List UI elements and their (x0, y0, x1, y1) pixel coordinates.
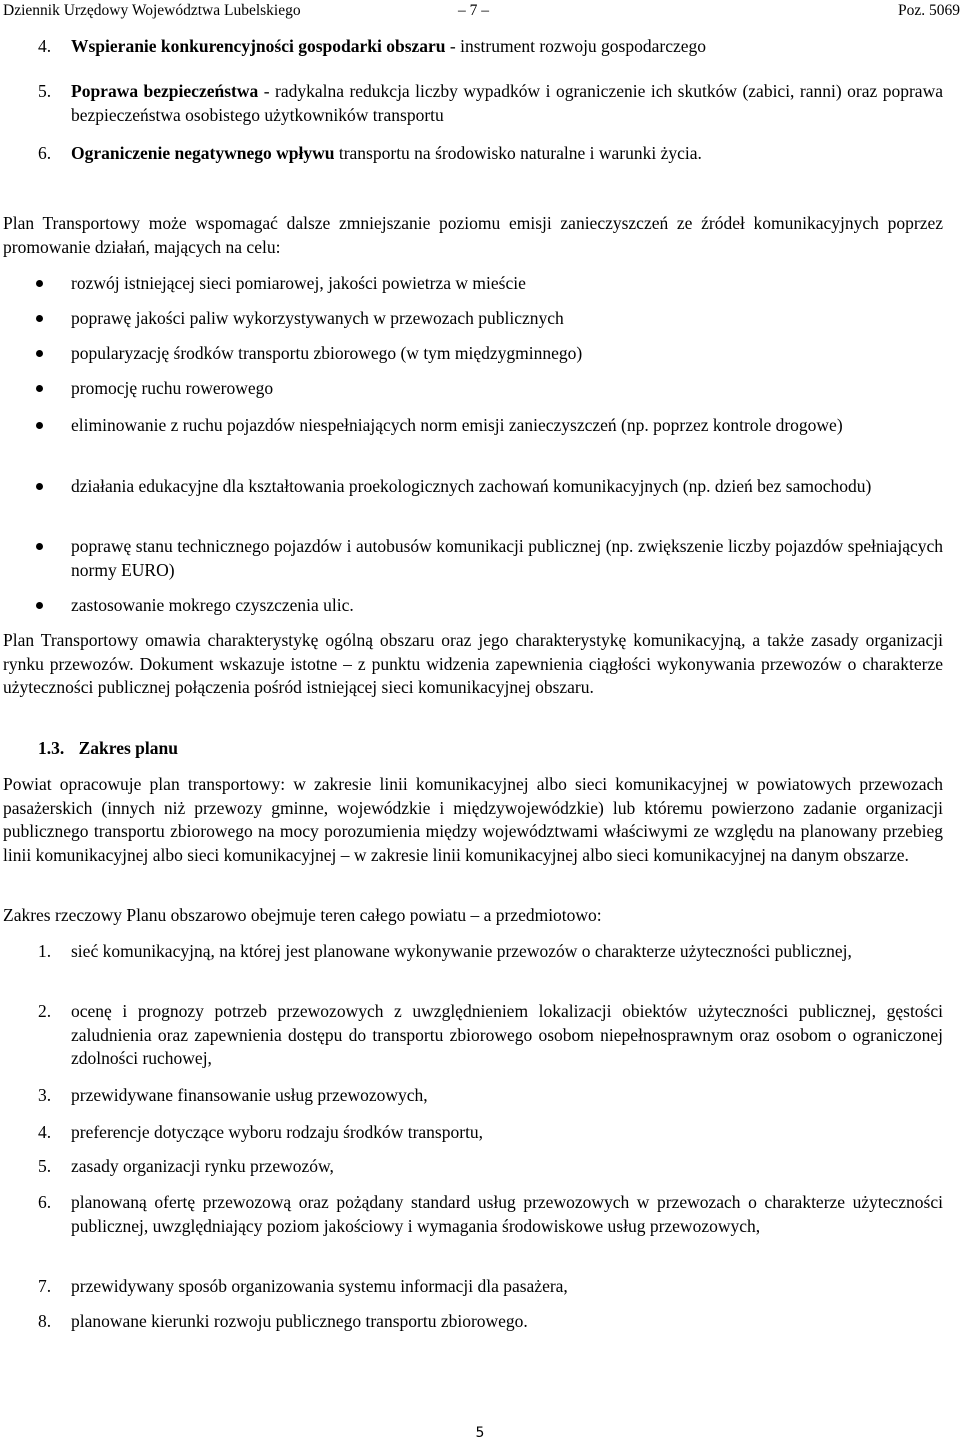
paragraph-subject-scope: Zakres rzeczowy Planu obszarowo obejmuje teren całego powiatu – a przedmiotowo: (3, 905, 602, 925)
measure-text: popularyzację środków transportu zbiorowego (w tym międzygminnego) (71, 343, 583, 363)
scope-text: sieć komunikacyjną, na której jest planowane wykonywanie przewozów o charakterze użyteczności publicznej, (71, 941, 852, 961)
measure-text: rozwój istniejącej sieci pomiarowej, jakości powietrza w mieście (71, 273, 526, 293)
bullet-icon (36, 280, 43, 287)
measure-text: eliminowanie z ruchu pojazdów niespełniających norm emisji zanieczyszczeń (np. poprzez kontrole drogowe) (71, 415, 843, 435)
position-number: Poz. 5069 (898, 2, 960, 19)
goal-number: 4. (38, 36, 52, 56)
page-marker: – 7 – (458, 2, 489, 19)
scope-number: 3. (38, 1085, 52, 1105)
goal-description: - instrument rozwoju gospodarczego (445, 36, 707, 56)
goal-text (71, 35, 943, 59)
bullet-icon (36, 543, 43, 550)
scope-text: zasady organizacji rynku przewozów, (71, 1156, 334, 1176)
bullet-icon (36, 422, 43, 429)
scope-text: planowane kierunki rozwoju publicznego transportu zbiorowego. (71, 1311, 528, 1331)
goal-title: Poprawa bezpieczeństwa (71, 81, 259, 101)
measure-text: zastosowanie mokrego czyszczenia ulic. (71, 595, 354, 615)
goal-title: Ograniczenie negatywnego wpływu (71, 143, 335, 163)
scope-number: 4. (38, 1122, 52, 1142)
goal-title: Wspieranie konkurencyjności gospodarki obszaru (71, 36, 446, 56)
measure-text: promocję ruchu rowerowego (71, 378, 274, 398)
goal-description: - radykalna redukcja liczby wypadków i ograniczenie ich skutków (zabici, ranni) oraz poprawa bezpieczeństwa osobistego użytkowników transportu (71, 81, 943, 125)
goal-text (71, 142, 943, 166)
scope-text: preferencje dotyczące wyboru rodzaju środków transportu, (71, 1122, 484, 1142)
footer-page-number: 5 (475, 1425, 485, 1441)
measure-text: działania edukacyjne dla kształtowania proekologicznych zachowań komunikacyjnych (np. dzień bez samochodu) (71, 476, 872, 496)
scope-number: 1. (38, 941, 52, 961)
paragraph-characteristics: Plan Transportowy omawia charakterystykę ogólną obszaru oraz jego charakterystykę komunikacyjną, a także zasady organizacji rynku przewozów. Dokument wskazuje istotne – z punktu widzenia zapewnienia ciągłości wykonywania przewozów o charakterze użyteczności publicznej połączenia pośród istniejącej sieci komunikacyjnej obszaru. (3, 630, 943, 697)
bullet-icon (36, 385, 43, 392)
scope-number: 2. (38, 1001, 52, 1021)
goal-number: 5. (38, 81, 52, 101)
measure-text: poprawę stanu technicznego pojazdów i autobusów komunikacji publicznej (np. zwiększenie liczby pojazdów spełniających normy EURO) (71, 536, 943, 580)
section-heading (38, 737, 178, 761)
bullet-icon (36, 483, 43, 490)
section-title: Zakres planu (78, 738, 178, 758)
goal-number: 6. (38, 143, 52, 163)
scope-number: 6. (38, 1192, 52, 1212)
bullet-icon (36, 602, 43, 609)
intro-paragraph: Plan Transportowy może wspomagać dalsze zmniejszanie poziomu emisji zanieczyszczeń ze źródeł komunikacyjnych poprzez promowanie działań, mających na celu: (3, 213, 943, 257)
scope-number: 5. (38, 1156, 52, 1176)
scope-text: planowaną ofertę przewozową oraz pożądany standard usług przewozowych w przewozach o charakterze użyteczności publicznej, uwzględniający poziom jakościowy i wymagania środowiskowe usług przewozowych, (71, 1192, 943, 1236)
goal-text (71, 80, 943, 127)
scope-text: ocenę i prognozy potrzeb przewozowych z uwzględnieniem lokalizacji obiektów użyteczności publicznej, gęstości zaludnienia oraz zapewnienia dostępu do transportu zbiorowego osobom niepełnosprawnym oraz osobom o ograniczonej zdolności ruchowej, (71, 1001, 943, 1068)
journal-title: Dziennik Urzędowy Województwa Lubelskiego (3, 2, 301, 19)
bullet-icon (36, 350, 43, 357)
bullet-icon (36, 315, 43, 322)
scope-text: przewidywane finansowanie usług przewozowych, (71, 1085, 428, 1105)
paragraph-plan-scope: Powiat opracowuje plan transportowy: w zakresie linii komunikacyjnej albo sieci komunikacyjnej w powiatowych przewozach pasażerskich (innych niż przewozy gminne, wojewódzkie i międzywojewódzkie) lub któremu powierzono zadanie organizacji publicznego transportu zbiorowego na mocy porozumienia między województwami właściwymi ze względu na planowany przebieg linii komunikacyjnej albo sieci komunikacyjnej – w zakresie linii komunikacyjnej albo sieci komunikacyjnej na danym obszarze. (3, 774, 943, 865)
page-header (3, 0, 960, 22)
scope-number: 8. (38, 1311, 52, 1331)
scope-text: przewidywany sposób organizowania systemu informacji dla pasażera, (71, 1276, 568, 1296)
section-number: 1.3. (38, 738, 65, 758)
measure-text: poprawę jakości paliw wykorzystywanych w przewozach publicznych (71, 308, 564, 328)
scope-number: 7. (38, 1276, 52, 1296)
goal-description: transportu na środowisko naturalne i warunki życia. (334, 143, 702, 163)
